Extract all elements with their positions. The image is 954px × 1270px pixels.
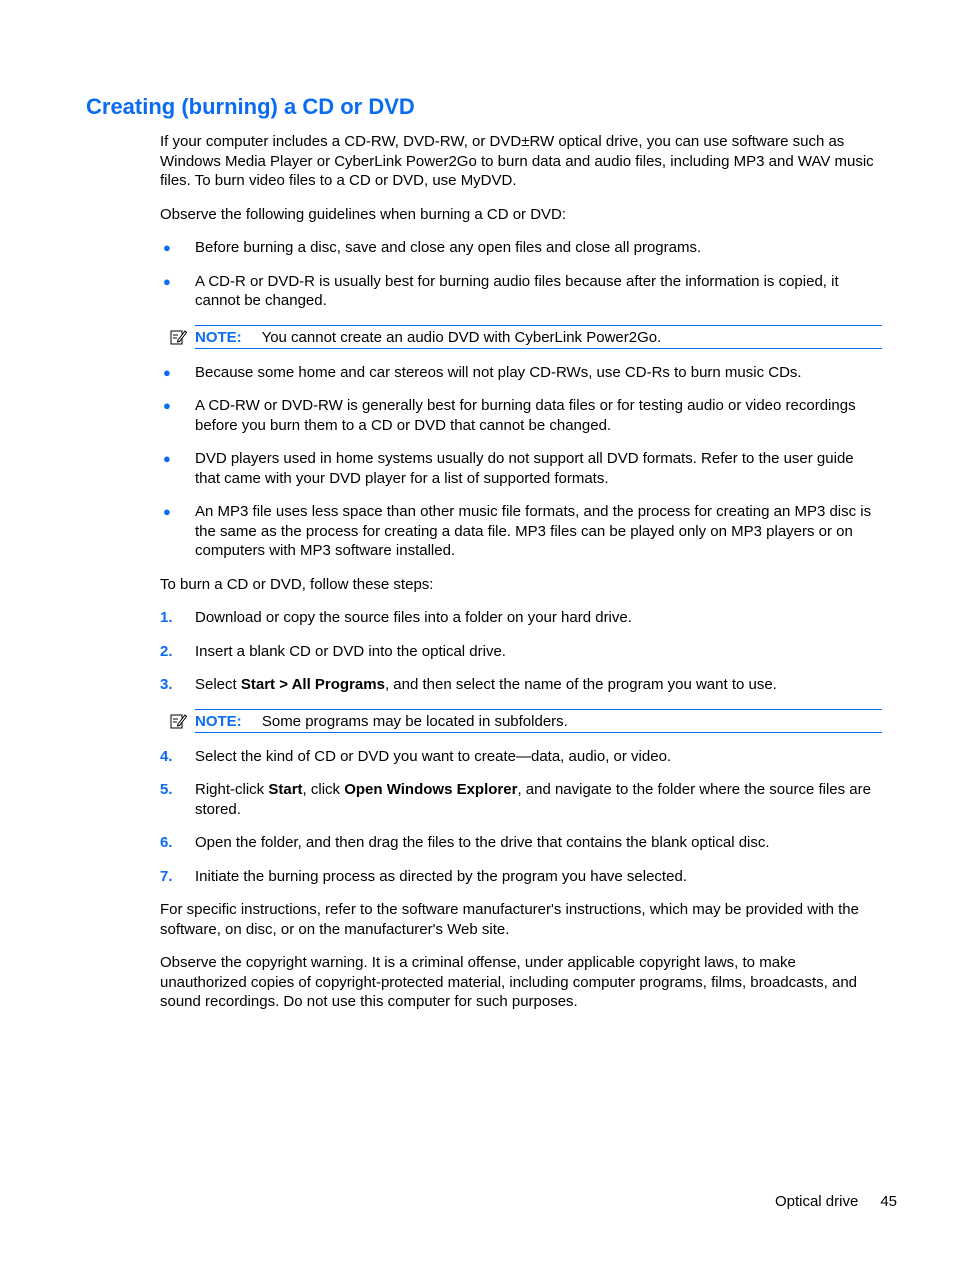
bullet-icon: ● xyxy=(163,364,171,380)
page-title: Creating (burning) a CD or DVD xyxy=(86,94,415,119)
note-pencil-icon xyxy=(170,329,187,345)
list-item-text: DVD players used in home systems usually do not support all DVD formats. Refer to the user guide that came with your DVD player for a list of supported formats. xyxy=(195,450,854,487)
list-item xyxy=(160,363,882,383)
bullet-icon: ● xyxy=(163,451,171,466)
note-pencil-icon xyxy=(170,713,187,729)
step-number: 4. xyxy=(160,747,173,765)
list-item xyxy=(160,502,882,561)
list-item-text: A CD-RW or DVD-RW is generally best for burning data files or for testing audio or video recordings before you burn them to a CD or DVD that cannot be changed. xyxy=(195,397,856,434)
step-item xyxy=(160,747,882,767)
list-item xyxy=(160,272,882,311)
bullet-icon: ● xyxy=(163,273,171,289)
main-content xyxy=(160,132,882,1026)
bullet-icon: ● xyxy=(163,240,171,255)
step-text-bold: Start > All Programs xyxy=(240,676,385,693)
list-item-text: An MP3 file uses less space than other music file formats, and the process for creating an MP3 disc is the same as the process for creating a data file. MP3 files can be played only on MP3 players or on computers with MP3 software installed. xyxy=(195,503,872,559)
step-item xyxy=(160,608,882,628)
guidelines-list-b xyxy=(160,363,882,561)
list-item-text: A CD-R or DVD-R is usually best for burning audio files because after the information is copied, it cannot be changed. xyxy=(195,272,839,309)
list-item xyxy=(160,449,882,488)
copyright-paragraph: Observe the copyright warning. It is a criminal offense, under applicable copyright laws, to make unauthorized copies of copyright-protected material, including computer programs, films, broadcasts, and sound recordings. Do not use this computer for such purposes. xyxy=(160,954,858,1010)
step-number: 1. xyxy=(160,609,173,626)
note-box xyxy=(195,709,882,733)
step-text: Insert a blank CD or DVD into the optical drive. xyxy=(195,642,506,660)
step-text-bold: Start xyxy=(268,781,303,798)
list-item-text: Before burning a disc, save and close any open files and close all programs. xyxy=(195,239,702,256)
step-item xyxy=(160,675,882,695)
step-text: Download or copy the source files into a folder on your hard drive. xyxy=(195,609,632,626)
steps-list-b xyxy=(160,747,882,887)
step-item xyxy=(160,642,882,662)
step-number: 3. xyxy=(160,676,173,693)
step-text-mid: , click xyxy=(302,781,345,798)
note-text: You cannot create an audio DVD with CyberLink Power2Go. xyxy=(261,328,662,346)
step-text: Initiate the burning process as directed by the program you have selected. xyxy=(195,867,687,885)
step-number: 2. xyxy=(160,642,173,660)
step-item xyxy=(160,833,882,853)
guidelines-list-a xyxy=(160,238,882,311)
step-text-bold: Open Windows Explorer xyxy=(344,781,518,798)
step-number: 6. xyxy=(160,834,173,851)
step-text-post: , and then select the name of the program you want to use. xyxy=(384,676,777,693)
note-box xyxy=(195,325,882,349)
step-text-post: , and navigate to the folder where the source files are stored. xyxy=(195,781,871,818)
list-item xyxy=(160,396,882,435)
guidelines-intro: Observe the following guidelines when burning a CD or DVD: xyxy=(160,205,567,223)
intro-paragraph: If your computer includes a CD-RW, DVD-RW, or DVD±RW optical drive, you can use software such as Windows Media Player or CyberLink Power2Go to burn data and audio files, including MP3 and WAV music files. To burn video files to a CD or DVD, use MyDVD. xyxy=(160,133,874,189)
note-label: NOTE: xyxy=(195,328,242,346)
step-item xyxy=(160,867,882,887)
step-text-pre: Select xyxy=(195,676,241,693)
step-text-pre: Right-click xyxy=(195,781,269,798)
page-footer xyxy=(775,1191,897,1213)
note-label: NOTE: xyxy=(195,712,242,730)
step-number: 7. xyxy=(160,867,173,885)
footer-section: Optical drive xyxy=(774,1193,859,1210)
step-text: Open the folder, and then drag the files to the drive that contains the blank optical disc. xyxy=(195,834,770,851)
specific-instructions-paragraph: For specific instructions, refer to the software manufacturer's instructions, which may be provided with the software, on disc, or on the manufacturer's Web site. xyxy=(160,901,859,938)
steps-list-a xyxy=(160,608,882,695)
list-item-text: Because some home and car stereos will not play CD-RWs, use CD-Rs to burn music CDs. xyxy=(195,363,802,381)
note-text: Some programs may be located in subfolders. xyxy=(261,712,568,730)
step-item xyxy=(160,780,882,819)
bullet-icon: ● xyxy=(163,398,171,413)
bullet-icon: ● xyxy=(163,504,171,519)
steps-intro: To burn a CD or DVD, follow these steps: xyxy=(160,575,434,593)
step-text: Select the kind of CD or DVD you want to create—data, audio, or video. xyxy=(195,747,672,765)
step-number: 5. xyxy=(160,781,173,798)
page-number: 45 xyxy=(880,1193,897,1210)
list-item xyxy=(160,238,882,258)
